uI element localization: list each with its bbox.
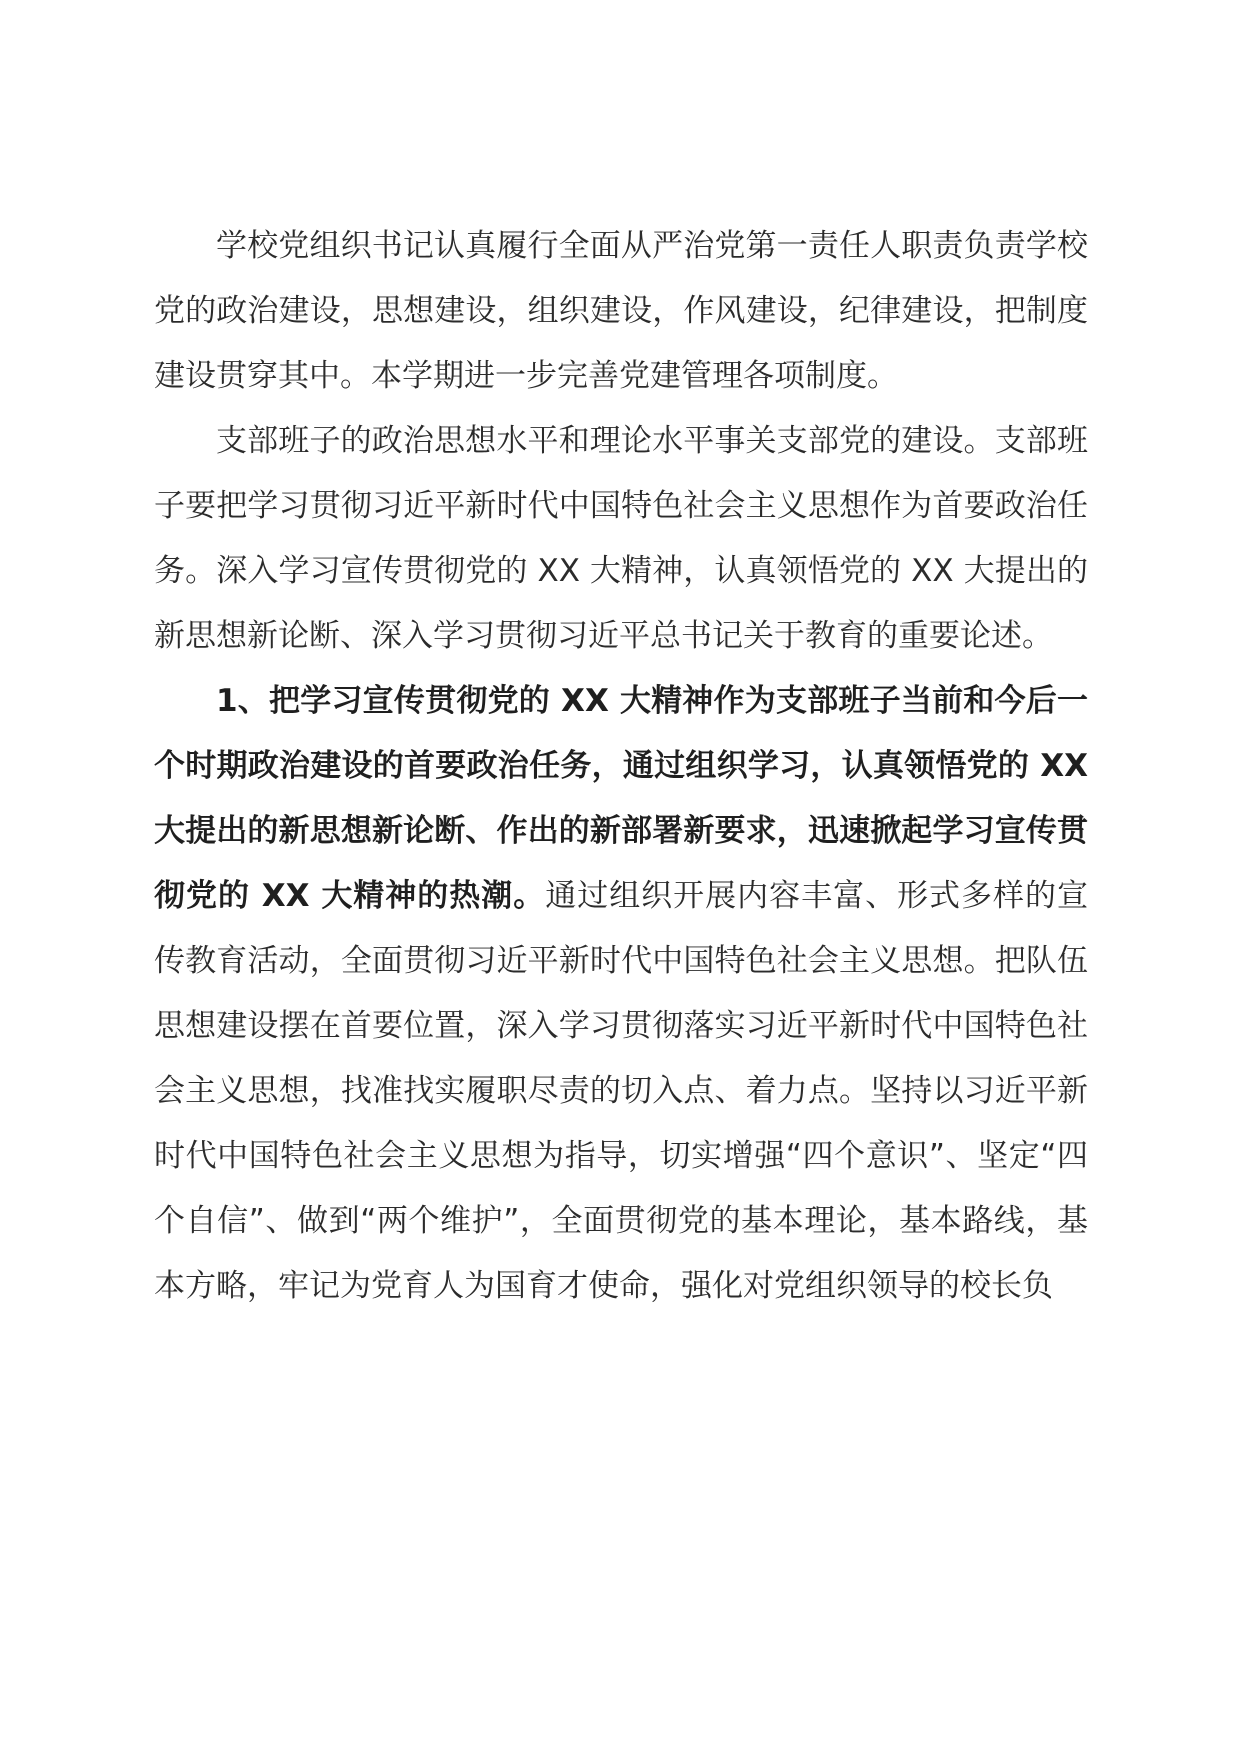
paragraph-text: 支部班子的政治思想水平和理论水平事关支部党的建设。支部班子要把学习贯彻习近平新时代中国特色社会主义思想作为首要政治任务。深入学习宣传贯彻党的 XX 大精神，认真领悟党的 XX 大提出的新思想新论断、深入学习贯彻习近平总书记关于教育的重要论述。 bbox=[154, 423, 1088, 654]
paragraph-branch-team-study bbox=[154, 409, 1088, 669]
paragraph-item-1 bbox=[154, 669, 1088, 1319]
document-page bbox=[154, 214, 1088, 1319]
paragraph-text: 学校党组织书记认真履行全面从严治党第一责任人职责负责学校党的政治建设，思想建设，组织建设，作风建设，纪律建设，把制度建设贯穿其中。本学期进一步完善党建管理各项制度。 bbox=[154, 228, 1088, 394]
paragraph-party-secretary-duties bbox=[154, 214, 1088, 409]
paragraph-bold-lead: 1、把学习宣传贯彻党的 XX 大精神作为支部班子当前和今后一个时期政治建设的首要政治任务，通过组织学习，认真领悟党的 XX 大提出的新思想新论断、作出的新部署新要求，迅速掀起学习宣传贯彻党的 XX 大精神的热潮。 bbox=[154, 683, 1088, 914]
paragraph-text: 通过组织开展内容丰富、形式多样的宣传教育活动，全面贯彻习近平新时代中国特色社会主义思想。把队伍思想建设摆在首要位置，深入学习贯彻落实习近平新时代中国特色社会主义思想，找准找实履职尽责的切入点、着力点。坚持以习近平新时代中国特色社会主义思想为指导，切实增强“四个意识”、坚定“四个自信”、做到“两个维护”，全面贯彻党的基本理论，基本路线，基本方略，牢记为党育人为国育才使命，强化对党组织领导的校长负 bbox=[154, 878, 1088, 1304]
